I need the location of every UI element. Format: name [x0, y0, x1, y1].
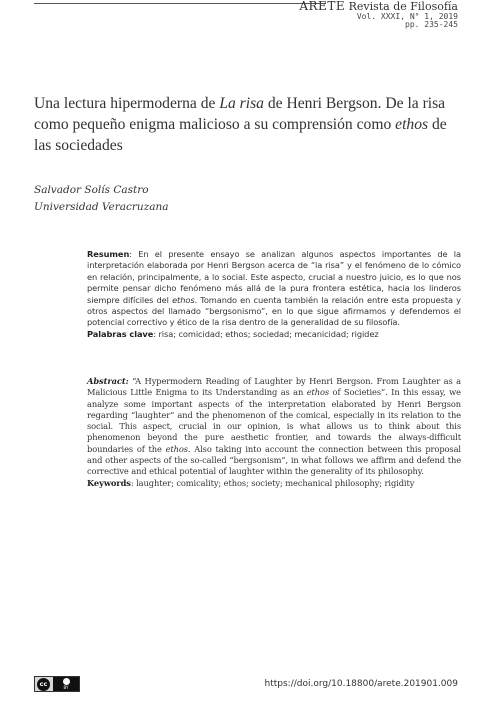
header-rule — [34, 3, 326, 4]
person-icon — [63, 678, 70, 685]
abstract-spanish — [87, 249, 461, 340]
author-block — [34, 182, 169, 216]
author-name: Salvador Solís Castro — [34, 184, 149, 196]
journal-volume: Vol. XXXI, N° 1, 2019 — [356, 11, 458, 21]
journal-name: ARETE Revista de Filosofía — [299, 0, 458, 13]
creative-commons-icon: cc — [37, 678, 50, 691]
article-title: Una lectura hipermoderna de La risa de Henri Bergson. De la risa como pequeño enigma malicioso a su comprensión como ethos de las sociedades — [34, 95, 447, 154]
resumen-paragraph: Resumen: En el presente ensayo se analizan algunos aspectos importantes de la interpretación elaborada por Henri Bergson acerca de “la risa” y el fenómeno de lo cómico en relación, principalmente, a lo social. Este aspecto, crucial a nuestro juicio, es lo que nos permite pensar dicho fenómeno más allá de la pura frontera estética, hacia los linderos siempre difíciles del ethos. Tomando en cuenta también la relación entre esta propuesta y otros aspectos del llamado “bergsonismo”, en lo que sigue afirmamos y defendemos el potencial correctivo y ético de la risa dentro de la generalidad de su filosofía. — [87, 249, 461, 328]
abstract-paragraph: Abstract: “A Hypermodern Reading of Laughter by Henri Bergson. From Laughter as a Malicious Little Enigma to its Understanding as an ethos of Societies”. In this essay, we analyze some important aspects of the interpretation elaborated by Henri Bergson regarding “laughter” and the phenomenon of the comical, especially in its relation to the social. This aspect, crucial in our opinion, is what allows us to think about this phenomenon beyond the pure aesthetic frontier, and towards the always-difficult boundaries of the ethos. Also taking into account the connection between this proposal and other aspects of the so-called “bergsonism”, in what follows we affirm and defend the corrective and ethical potential of laughter within the generality of its philosophy. — [87, 376, 461, 477]
author-affiliation: Universidad Veracruzana — [34, 201, 169, 213]
journal-logo: ARETE — [299, 0, 346, 13]
cc-by-license-badge[interactable] — [34, 676, 80, 692]
keywords: Keywords: laughter; comicality; ethos; society; mechanical philosophy; rigidity — [87, 477, 415, 488]
attribution-icon: BY — [53, 677, 79, 691]
abstract-english — [87, 376, 461, 489]
journal-pages: pp. 235-245 — [405, 19, 458, 29]
journal-header — [299, 0, 458, 29]
doi-link[interactable]: https://doi.org/10.18800/arete.201901.009 — [264, 679, 458, 689]
palabras-clave: Palabras clave: risa; comicidad; ethos; sociedad; mecanicidad; rigidez — [87, 328, 379, 339]
